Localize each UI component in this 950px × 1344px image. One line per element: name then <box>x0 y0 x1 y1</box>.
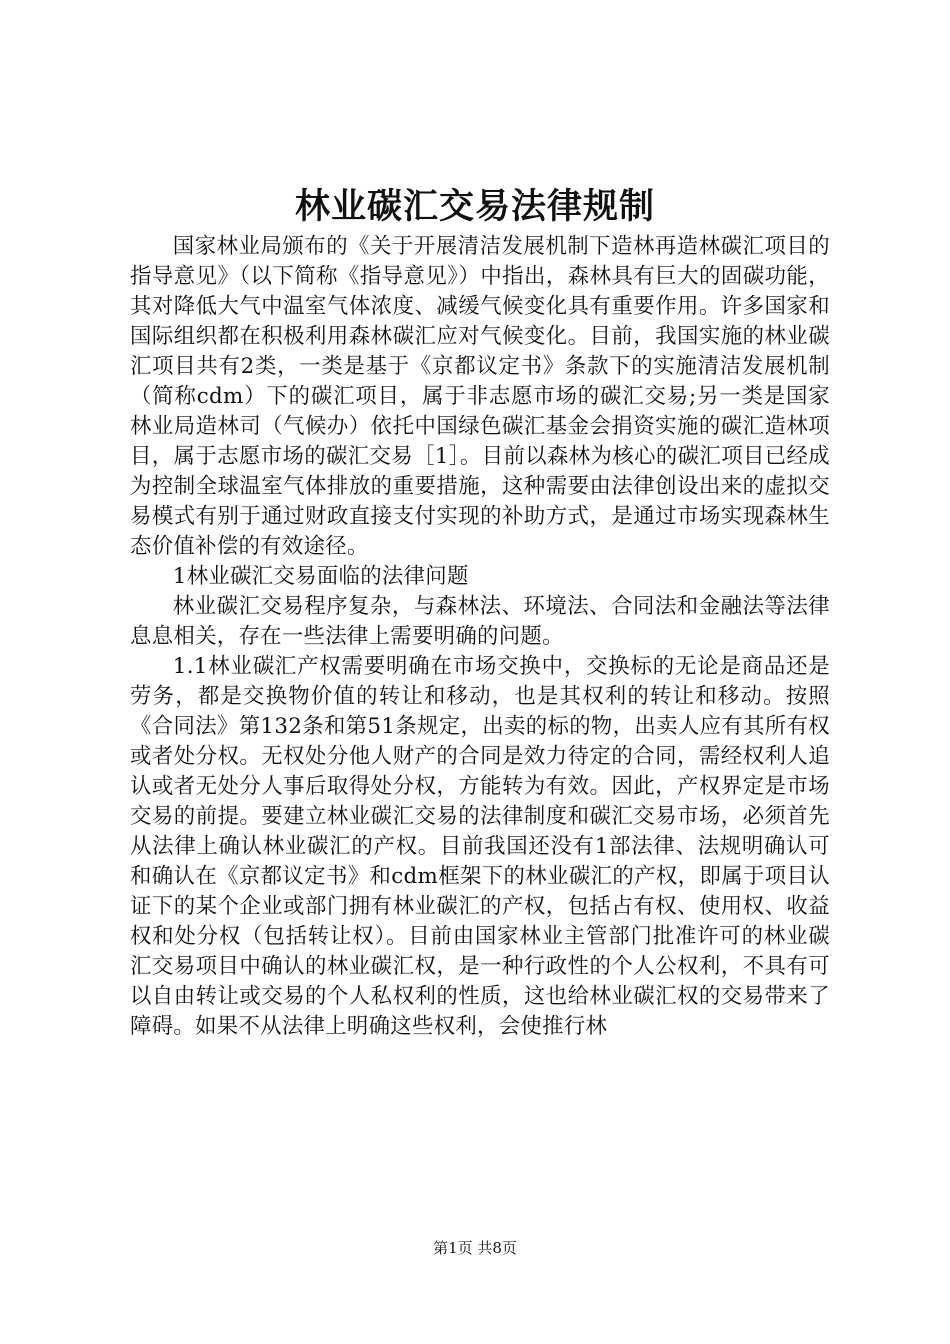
section-heading: 1林业碳汇交易面临的法律问题 <box>172 564 469 589</box>
paragraph-intro: 国家林业局颁布的《关于开展清洁发展机制下造林再造林碳汇项目的指导意见》（以下简称《指导意见》）中指出，森林具有巨大的固碳功能，其对降低大气中温室气体浓度、减缓气候变化具有重要作用。许多国家和国际组织都在积极利用森林碳汇应对气候变化。目前，我国实施的林业碳汇项目共有2类，一类是基于《京都议定书》条款下的实施清洁发展机制（简称cdm）下的碳汇项目，属于非志愿市场的碳汇交易;另一类是国家林业局造林司（气候办）依托中国绿色碳汇基金会捐资实施的碳汇造林项目，属于志愿市场的碳汇交易［1］。目前以森林为核心的碳汇项目已经成为控制全球温室气体排放的重要措施，这种需要由法律创设出来的虚拟交易模式有别于通过财政直接支付实现的补助方式，是通过市场实现森林生态价值补偿的有效途径。 <box>130 234 830 559</box>
page-footer: 第1页 共8页 <box>433 1239 517 1257</box>
paragraph-overview: 林业碳汇交易程序复杂，与森林法、环境法、合同法和金融法等法律息息相关，存在一些法律上需要明确的问题。 <box>130 594 830 649</box>
document-title: 林业碳汇交易法律规制 <box>294 186 655 227</box>
paragraph-property-rights: 1.1林业碳汇产权需要明确在市场交换中，交换标的无论是商品还是劳务，都是交换物价值的转让和移动，也是其权利的转让和移动。按照《合同法》第132条和第51条规定，出卖的标的物，出卖人应有其所有权或者处分权。无权处分他人财产的合同是效力待定的合同，需经权利人追认或者无处分人事后取得处分权，方能转为有效。因此，产权界定是市场交易的前提。要建立林业碳汇交易的法律制度和碳汇交易市场，必须首先从法律上确认林业碳汇的产权。目前我国还没有1部法律、法规明确认可和确认在《京都议定书》和cdm框架下的林业碳汇的产权，即属于项目认证下的某个企业或部门拥有林业碳汇的产权，包括占有权、使用权、收益权和处分权（包括转让权）。目前由国家林业主管部门批准许可的林业碳汇交易项目中确认的林业碳汇权，是一种行政性的个人公权利，不具有可以自由转让或交易的个人私权利的性质，这也给林业碳汇权的交易带来了障碍。如果不从法律上明确这些权利，会使推行林 <box>130 654 830 1039</box>
document-body <box>130 232 830 1192</box>
